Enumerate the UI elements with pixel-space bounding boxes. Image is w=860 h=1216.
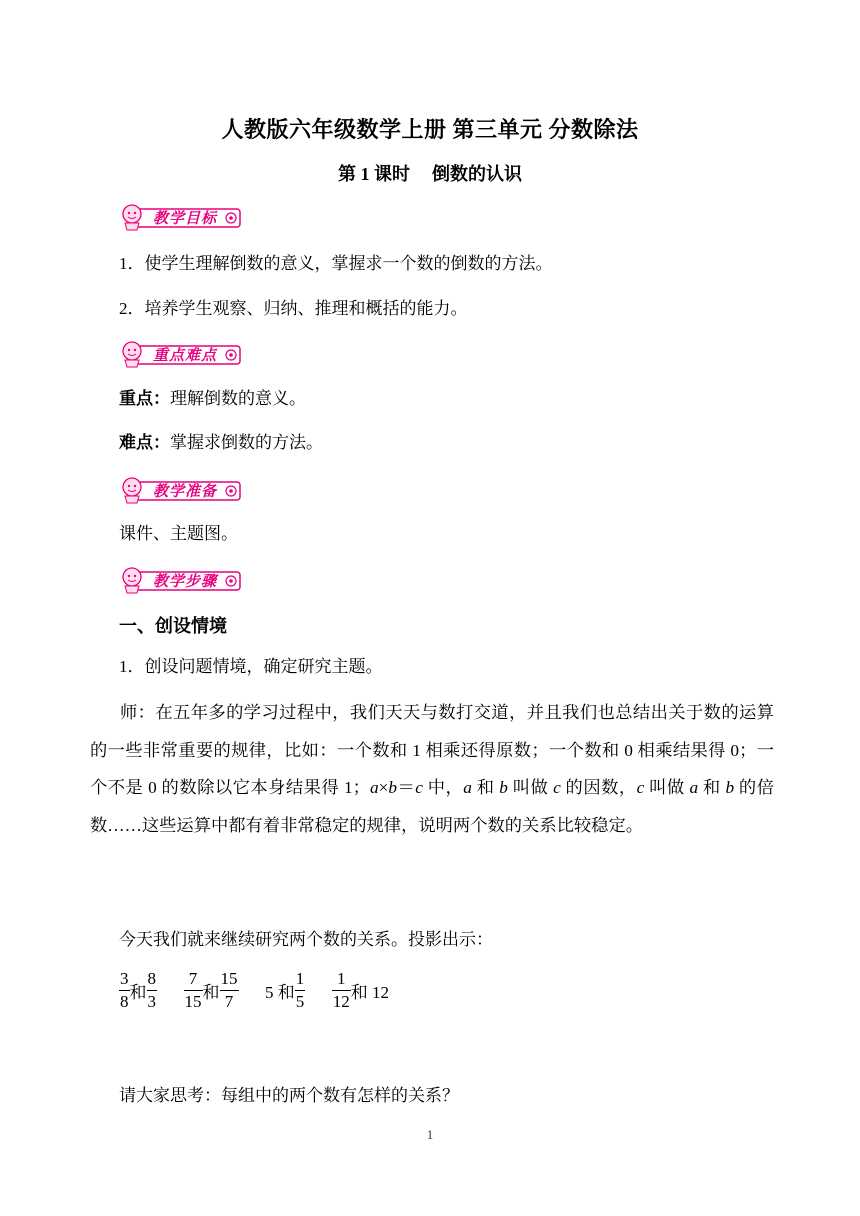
badge-label: 教学准备: [153, 482, 218, 500]
fraction: $\frac{15}{7}$: [220, 969, 238, 1011]
badge-teaching-steps: [118, 566, 243, 594]
para-text: 叫做: [507, 778, 554, 798]
page-title: 人教版六年级数学上册 第三单元 分数除法: [221, 117, 639, 142]
fraction: $\frac{8}{3}$: [147, 969, 156, 1011]
var-a: a: [369, 778, 379, 798]
fraction: $\frac{7}{15}$: [184, 969, 202, 1011]
var-c: c: [636, 778, 645, 798]
and-text: 和: [129, 983, 147, 1002]
para-text: 叫做: [644, 778, 690, 798]
and-text: 和: [202, 983, 220, 1002]
difficulty-line: [119, 433, 323, 453]
para-text: 和: [698, 778, 726, 798]
step-1-text: 1．创设问题情境，确定研究主题。: [119, 657, 383, 676]
fraction-pairs: [119, 968, 389, 1018]
and-text: 5 和: [265, 983, 295, 1002]
equals-sign: ＝: [396, 778, 416, 798]
fraction: $\frac{1}{12}$: [332, 969, 350, 1011]
teacher-paragraph: [90, 694, 774, 845]
goal-item-2: 2．培养学生观察、归纳、推理和概括的能力。: [119, 299, 468, 318]
lesson-number: 第 1 课时: [338, 164, 410, 184]
fraction: $\frac{3}{8}$: [120, 969, 129, 1011]
question-text: 请大家思考：每组中的两个数有怎样的关系？: [119, 1086, 459, 1105]
para-text: 和: [471, 778, 500, 798]
var-b: b: [725, 778, 735, 798]
para-text: 师：在五年多的学习过程中，我们天天与数打交道，并且我们也总结出关于数的运算的一些非常重要的规律，比如：一个数和 1 相乘还得原数；一个数和 0 相乘结果得 0；一个不是 0 的数除以它本身结果得 1；: [90, 703, 774, 798]
key-text: 理解倒数的意义。: [170, 389, 306, 408]
page-number: 1: [426, 1127, 434, 1142]
difficulty-text: 掌握求倒数的方法。: [170, 433, 323, 452]
prep-text: 课件、主题图。: [119, 524, 238, 543]
section-heading-1: 一、创设情境: [119, 616, 227, 637]
para-text: 的因数，: [560, 778, 637, 798]
var-c: c: [415, 778, 423, 798]
badge-teaching-goals: [118, 203, 243, 231]
fraction: $\frac{1}{5}$: [295, 969, 305, 1011]
times-sign: ×: [378, 778, 389, 798]
goal-item-1: 1．使学生理解倒数的意义，掌握求一个数的倒数的方法。: [119, 254, 553, 273]
and-text: 和 12: [350, 983, 389, 1002]
badge-label: 教学目标: [153, 209, 218, 227]
key-point-line: [119, 389, 306, 409]
lesson-subtitle: [0, 160, 860, 186]
difficulty-label: 难点：: [119, 433, 170, 452]
badge-label: 教学步骤: [153, 572, 218, 590]
today-text: 今天我们就来继续研究两个数的关系。投影出示：: [119, 930, 493, 949]
var-b: b: [388, 778, 397, 798]
var-c: c: [553, 778, 561, 798]
lesson-topic: 倒数的认识: [432, 164, 522, 184]
para-text: 的倍数……这些运算中都有着非常稳定的规律，说明两个数的关系比较稳定。: [90, 778, 774, 836]
var-a: a: [689, 778, 699, 798]
var-b: b: [499, 778, 508, 798]
para-text: 中，: [422, 778, 464, 798]
var-a: a: [463, 778, 472, 798]
key-label: 重点：: [119, 389, 170, 408]
badge-teaching-prep: [118, 476, 243, 504]
badge-label: 重点难点: [153, 346, 218, 364]
badge-key-points: [118, 340, 243, 368]
